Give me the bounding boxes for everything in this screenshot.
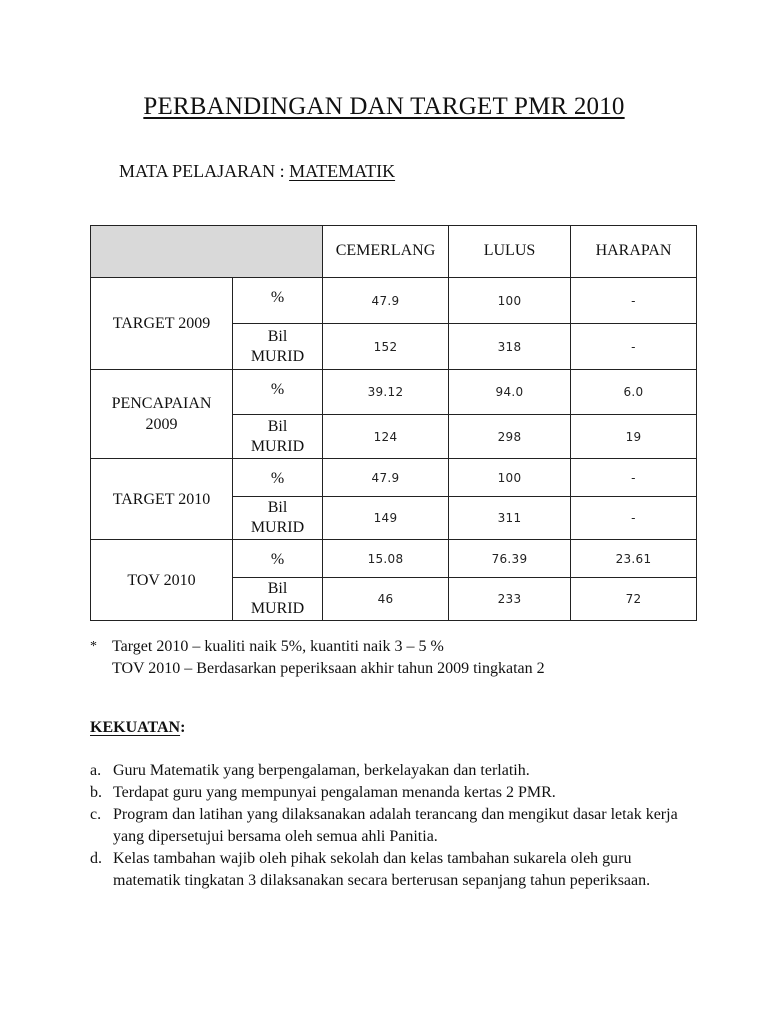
row-sublabel-pct: % xyxy=(233,540,323,578)
list-marker: a. xyxy=(90,762,102,779)
table-cell: 124 xyxy=(323,415,449,459)
list-item xyxy=(90,782,700,804)
list-text: Guru Matematik yang berpengalaman, berkelayakan dan terlatih. xyxy=(113,762,530,779)
strengths-heading: KEKUATAN: xyxy=(90,719,186,736)
table-cell: 94.0 xyxy=(449,370,571,415)
table-cell: 47.9 xyxy=(323,459,449,497)
table-row xyxy=(91,370,697,415)
subject-label: MATA PELAJARAN : xyxy=(119,161,290,181)
row-sublabel-pct: % xyxy=(233,370,323,415)
table-cell: 39.12 xyxy=(323,370,449,415)
row-sublabel-pct: % xyxy=(233,278,323,324)
subject-value: MATEMATIK xyxy=(289,161,396,181)
table-cell: 298 xyxy=(449,415,571,459)
row-label-tov-2010: TOV 2010 xyxy=(91,540,233,621)
results-table xyxy=(90,225,697,621)
table-row xyxy=(91,459,697,497)
subject-line xyxy=(119,161,395,182)
list-marker: b. xyxy=(90,784,102,801)
table-row xyxy=(91,540,697,578)
table-cell: - xyxy=(571,278,697,324)
list-text: Program dan latihan yang dilaksanakan adalah terancang dan mengikut dasar letak kerja yang dipersetujui bersama oleh semua ahli Panitia. xyxy=(113,806,678,845)
table-row xyxy=(91,278,697,324)
list-marker: d. xyxy=(90,850,102,867)
table-cell: 100 xyxy=(449,278,571,324)
header-harapan: HARAPAN xyxy=(571,226,697,278)
note-marker: * xyxy=(90,639,97,654)
header-cemerlang: CEMERLANG xyxy=(323,226,449,278)
table-cell: 149 xyxy=(323,497,449,540)
table-cell: - xyxy=(571,497,697,540)
table-cell: 72 xyxy=(571,578,697,621)
list-text: Kelas tambahan wajib oleh pihak sekolah dan kelas tambahan sukarela oleh guru matematik tingkatan 3 dilaksanakan secara berterusan sepanjang tahun peperiksaan. xyxy=(113,850,651,889)
note-line-2: TOV 2010 – Berdasarkan peperiksaan akhir tahun 2009 tingkatan 2 xyxy=(112,660,545,677)
table-cell: 19 xyxy=(571,415,697,459)
table-cell: 23.61 xyxy=(571,540,697,578)
table-cell: 15.08 xyxy=(323,540,449,578)
note-line-1: Target 2010 – kualiti naik 5%, kuantiti naik 3 – 5 % xyxy=(112,638,444,655)
list-marker: c. xyxy=(90,806,102,823)
list-text: Terdapat guru yang mempunyai pengalaman menanda kertas 2 PMR. xyxy=(113,784,556,801)
row-label-target-2009: TARGET 2009 xyxy=(91,278,233,370)
row-label-pencapaian-2009: PENCAPAIAN 2009 xyxy=(91,370,233,459)
table-cell: 318 xyxy=(449,324,571,370)
row-sublabel-bil: Bil MURID xyxy=(233,578,323,621)
header-row xyxy=(91,226,697,278)
row-label-target-2010: TARGET 2010 xyxy=(91,459,233,540)
table-cell: 100 xyxy=(449,459,571,497)
table-cell: 152 xyxy=(323,324,449,370)
row-sublabel-bil: Bil MURID xyxy=(233,497,323,540)
strengths-list xyxy=(90,760,700,892)
table-cell: 311 xyxy=(449,497,571,540)
table-cell: - xyxy=(571,459,697,497)
row-sublabel-bil: Bil MURID xyxy=(233,415,323,459)
table-cell: 6.0 xyxy=(571,370,697,415)
table-cell: 76.39 xyxy=(449,540,571,578)
row-sublabel-pct: % xyxy=(233,459,323,497)
table-cell: 233 xyxy=(449,578,571,621)
table-cell: 46 xyxy=(323,578,449,621)
row-sublabel-bil: Bil MURID xyxy=(233,324,323,370)
list-item xyxy=(90,848,700,892)
table-cell: 47.9 xyxy=(323,278,449,324)
page-title: PERBANDINGAN DAN TARGET PMR 2010 xyxy=(143,93,625,120)
header-blank-cell xyxy=(91,226,323,278)
list-item xyxy=(90,760,700,782)
table-cell: - xyxy=(571,324,697,370)
list-item xyxy=(90,804,700,848)
header-lulus: LULUS xyxy=(449,226,571,278)
